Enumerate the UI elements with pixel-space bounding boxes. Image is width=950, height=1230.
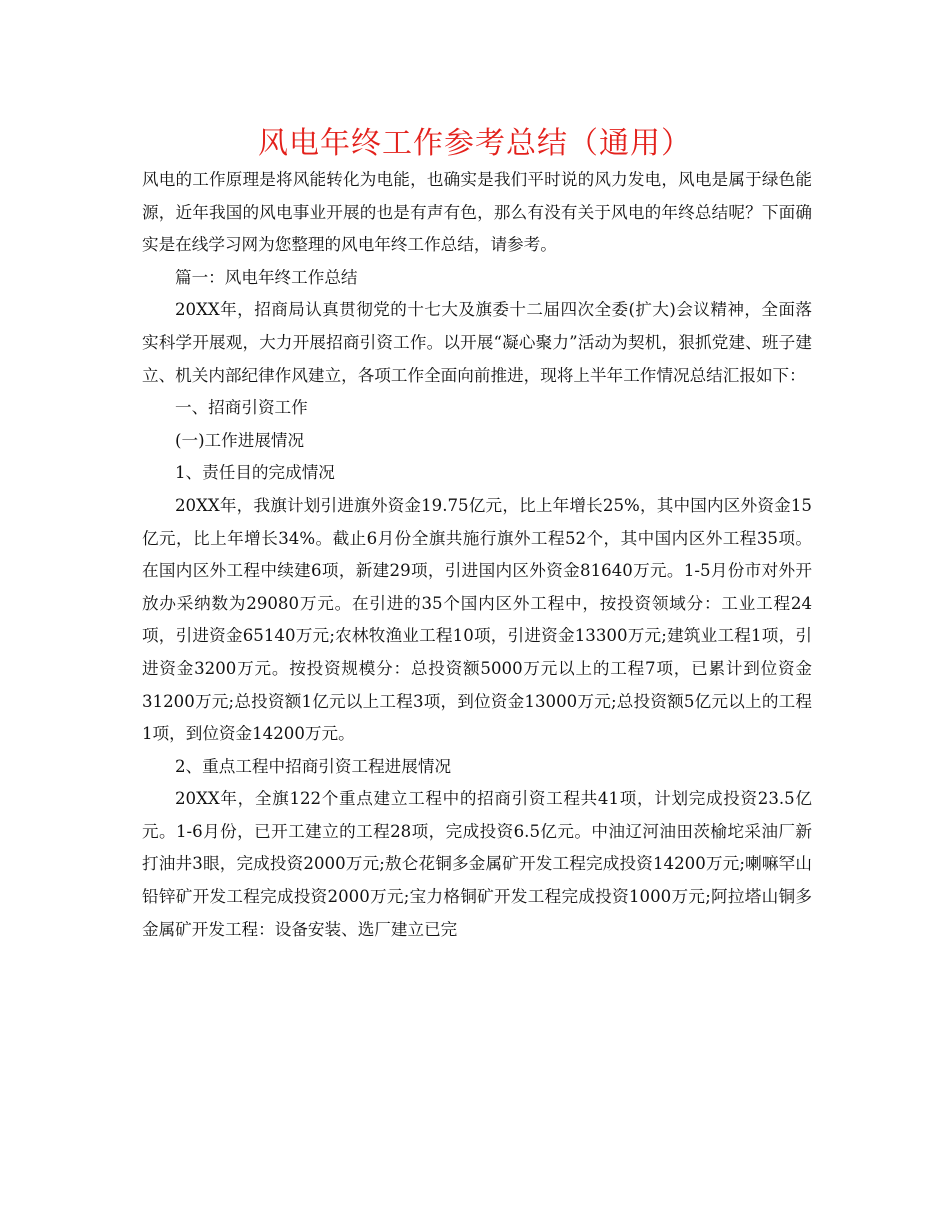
paragraph: 20XX年，招商局认真贯彻党的十七大及旗委十二届四次全委(扩大)会议精神，全面落实科学开展观，大力开展招商引资工作。以开展“凝心聚力”活动为契机，狠抓党建、班子建立、机关内部纪律作风建立，各项工作全面向前推进，现将上半年工作情况总结汇报如下： xyxy=(142,300,812,385)
subsection-heading: 1、责任目的完成情况 xyxy=(175,463,335,483)
section-heading: 篇一：风电年终工作总结 xyxy=(175,267,358,287)
subsection-heading: 2、重点工程中招商引资工程进展情况 xyxy=(175,756,452,776)
paragraph: 风电的工作原理是将风能转化为电能，也确实是我们平时说的风力发电，风电是属于绿色能源，近年我国的风电事业开展的也是有声有色，那么有没有关于风电的年终总结呢？下面确实是在线学习网为您整理的风电年终工作总结，请参考。 xyxy=(142,170,812,255)
document-title: 风电年终工作参考总结（通用） xyxy=(258,126,692,161)
section-heading: 一、招商引资工作 xyxy=(175,398,308,418)
subsection-heading: (一)工作进展情况 xyxy=(175,430,305,450)
paragraph: 20XX年，我旗计划引进旗外资金19.75亿元，比上年增长25%，其中国内区外资金15亿元，比上年增长34%。截止6月份全旗共施行旗外工程52个，其中国内区外工程35项。在国内区外工程中续建6项，新建29项，引进国内区外资金81640万元。1-5月份市对外开放办采纳数为29080万元。在引进的35个国内区外工程中，按投资领域分：工业工程24项，引进资金65140万元;农林牧渔业工程10项，引进资金13300万元;建筑业工程1项，引进资金3200万元。按投资规模分：总投资额5000万元以上的工程7项，已累计到位资金31200万元;总投资额1亿元以上工程3项，到位资金13000万元;总投资额5亿元以上的工程1项，到位资金14200万元。 xyxy=(142,495,812,744)
document-body xyxy=(142,164,812,946)
paragraph: 20XX年，全旗122个重点建立工程中的招商引资工程共41项，计划完成投资23.5亿元。1-6月份，已开工建立的工程28项，完成投资6.5亿元。中油辽河油田茨榆坨采油厂新打油井3眼，完成投资2000万元;敖仑花铜多金属矿开发工程完成投资14200万元;喇嘛罕山铅锌矿开发工程完成投资2000万元;宝力格铜矿开发工程完成投资1000万元;阿拉塔山铜多金属矿开发工程：设备安装、选厂建立已完 xyxy=(142,789,812,939)
